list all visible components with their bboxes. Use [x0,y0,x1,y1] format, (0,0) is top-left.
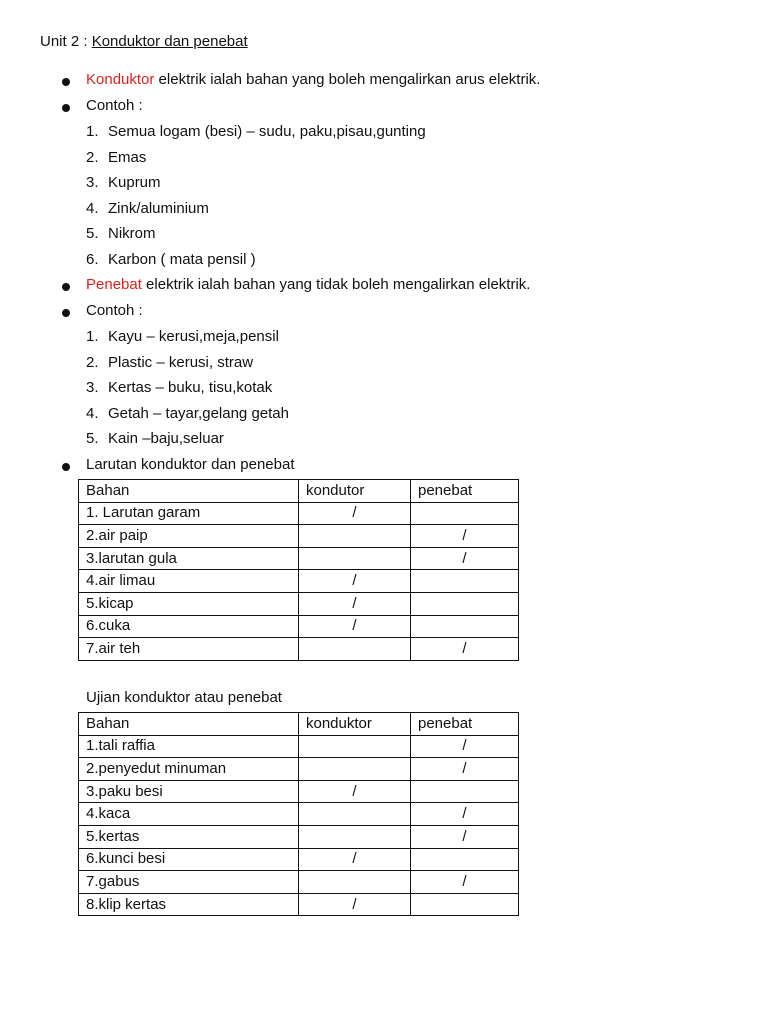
column-header: Bahan [79,713,299,736]
table-row [79,735,519,758]
table-row [79,848,519,871]
material-cell: 2.penyedut minuman [79,758,299,781]
column-header: konduktor [299,713,411,736]
konduktor-mark-cell [299,758,411,781]
table-row [79,780,519,803]
list-item: Zink/aluminium [108,199,209,217]
konduktor-mark-cell: / [299,848,411,871]
material-cell: 4.kaca [79,803,299,826]
penebat-keyword: Penebat [86,276,142,293]
material-cell: 8.klip kertas [79,893,299,916]
list-item: Kain –baju,seluar [108,430,224,447]
bullet-icon [62,283,70,291]
list-item-number: 4. [86,199,99,217]
material-cell: 2.air paip [79,525,299,548]
konduktor-mark-cell [299,547,411,570]
column-header: penebat [411,480,519,503]
larutan-table [78,479,519,661]
list-item-number: 6. [86,250,99,268]
title-topic: Konduktor dan penebat [91,33,248,50]
list-item: Emas [108,148,147,166]
table-row [79,758,519,781]
material-cell: 3.larutan gula [79,547,299,570]
penebat-mark-cell: / [411,803,519,826]
bullet-icon [62,463,70,471]
list-item-number: 5. [86,430,99,447]
konduktor-definition-text: elektrik ialah bahan yang boleh mengalirkan arus elektrik. [154,71,541,88]
table-row [79,570,519,593]
penebat-mark-cell: / [411,758,519,781]
list-item-number: 4. [86,404,99,422]
contoh-label: Contoh : [86,97,143,114]
konduktor-mark-cell [299,638,411,661]
list-item-number: 2. [86,148,99,166]
penebat-mark-cell: / [411,871,519,894]
konduktor-mark-cell: / [299,780,411,803]
list-item-number: 2. [86,353,99,371]
page-title [40,33,248,50]
konduktor-keyword: Konduktor [86,71,155,88]
penebat-mark-cell [411,592,519,615]
list-item-number: 3. [86,174,99,191]
konduktor-mark-cell [299,803,411,826]
konduktor-mark-cell: / [299,502,411,525]
material-cell: 6.kunci besi [79,848,299,871]
material-cell: 7.air teh [79,638,299,661]
table-row [79,871,519,894]
table-row [79,592,519,615]
penebat-mark-cell [411,570,519,593]
konduktor-mark-cell [299,871,411,894]
table-header-row [79,480,519,503]
material-cell: 4.air limau [79,570,299,593]
larutan-heading: Larutan konduktor dan penebat [86,456,295,473]
ujian-table [78,712,519,916]
list-item: Nikrom [108,225,156,242]
penebat-mark-cell: / [411,525,519,548]
penebat-mark-cell: / [411,825,519,848]
konduktor-mark-cell [299,525,411,548]
bullet-icon [62,104,70,112]
penebat-mark-cell [411,615,519,638]
penebat-mark-cell [411,780,519,803]
konduktor-mark-cell: / [299,592,411,615]
table-row [79,638,519,661]
penebat-mark-cell [411,893,519,916]
table-row [79,502,519,525]
konduktor-mark-cell [299,825,411,848]
material-cell: 5.kertas [79,825,299,848]
bullet-icon [62,78,70,86]
konduktor-mark-cell [299,735,411,758]
list-item-number: 5. [86,225,99,242]
penebat-mark-cell [411,502,519,525]
penebat-definition-text: elektrik ialah bahan yang tidak boleh mengalirkan elektrik. [141,276,531,293]
table-row [79,803,519,826]
column-header: kondutor [299,480,411,503]
title-prefix: Unit 2 : [40,33,92,50]
list-item: Kayu – kerusi,meja,pensil [108,328,279,345]
list-item-number: 3. [86,379,99,396]
material-cell: 1. Larutan garam [79,502,299,525]
konduktor-mark-cell: / [299,570,411,593]
column-header: Bahan [79,480,299,503]
penebat-mark-cell: / [411,638,519,661]
material-cell: 6.cuka [79,615,299,638]
list-item-number: 1. [86,123,99,140]
penebat-mark-cell: / [411,735,519,758]
contoh-label: Contoh : [86,302,143,319]
material-cell: 5.kicap [79,592,299,615]
table-row [79,825,519,848]
column-header: penebat [411,713,519,736]
table-row [79,547,519,570]
list-item: Kuprum [108,174,161,191]
konduktor-mark-cell: / [299,615,411,638]
material-cell: 7.gabus [79,871,299,894]
konduktor-definition [86,70,540,90]
bullet-icon [62,309,70,317]
list-item: Getah – tayar,gelang getah [108,404,289,422]
konduktor-mark-cell: / [299,893,411,916]
table-header-row [79,713,519,736]
penebat-mark-cell [411,848,519,871]
material-cell: 1.tali raffia [79,735,299,758]
table-row [79,893,519,916]
list-item: Plastic – kerusi, straw [108,353,254,371]
table-row [79,525,519,548]
ujian-heading: Ujian konduktor atau penebat [86,689,282,706]
material-cell: 3.paku besi [79,780,299,803]
table-row [79,615,519,638]
list-item: Kertas – buku, tisu,kotak [108,379,273,396]
list-item-number: 1. [86,328,99,345]
penebat-mark-cell: / [411,547,519,570]
list-item: Karbon ( mata pensil ) [108,250,256,268]
list-item: Semua logam (besi) – sudu, paku,pisau,gunting [108,123,426,140]
penebat-definition [86,275,530,295]
